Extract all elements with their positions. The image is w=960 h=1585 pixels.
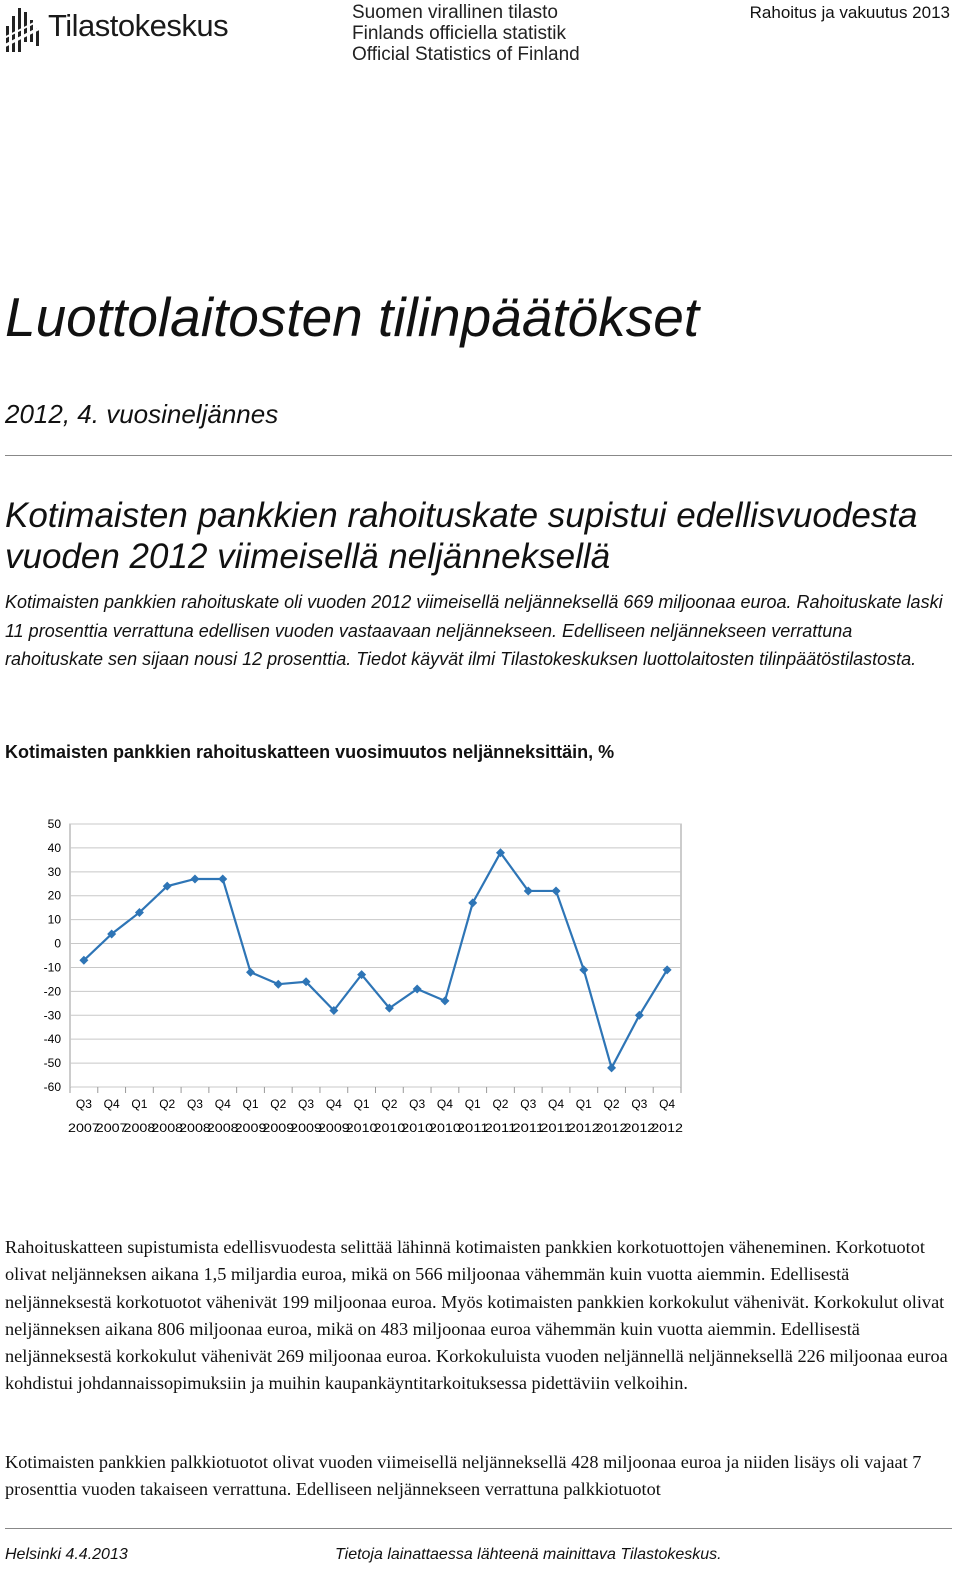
body-paragraph-1: Rahoituskatteen supistumista edellisvuodesta selittää lähinnä kotimaisten pankkien korkotuottojen väheneminen. Korkotuotot olivat neljänneksen aikana 1,5 miljardia euroa, mikä on 566 miljoonaa vähemmän kuin vuotta aiemmin. Edellisestä neljänneksestä korkotuotot vähenivät 199 miljoonaa euroa. Myös kotimaisten pankkien korkokulut vähenivät. Korkokulut olivat neljänneksen aikana 806 miljoonaa euroa, mikä on 483 miljoonaa euroa vähemmän kuin vuotta aiemmin. Edellisestä neljänneksestä korkokulut vähenivät 269 miljoonaa euroa. Korkokuluista vuoden neljännellä neljänneksellä 226 miljoonaa euroa kohdistui johdannaissopimuksiin ja muihin kaupankäyntitarkoituksessa pidettäviin velkoihin. <box>5 1237 948 1394</box>
y-tick-label: 0 <box>54 936 61 951</box>
official-line-fi: Suomen virallinen tilasto <box>352 2 558 23</box>
x-tick-label-quarter: Q2 <box>381 1097 398 1111</box>
official-statistics-label <box>352 2 580 65</box>
x-tick-label-quarter: Q3 <box>631 1097 648 1111</box>
x-tick-label-quarter: Q3 <box>409 1097 426 1111</box>
plot-area <box>70 824 681 1087</box>
x-tick-label-year: 2008 <box>151 1123 184 1135</box>
y-tick-label: -10 <box>43 960 61 975</box>
y-tick-label: -50 <box>43 1056 61 1071</box>
official-line-sv: Finlands officiella statistik <box>352 23 567 44</box>
footer-date: Helsinki 4.4.2013 <box>5 1546 128 1563</box>
page-title: Luottolaitosten tilinpäätökset <box>5 286 700 348</box>
x-tick-label-year: 2010 <box>429 1123 461 1135</box>
x-tick-label-quarter: Q3 <box>520 1097 537 1111</box>
x-tick-label-quarter: Q2 <box>603 1097 620 1111</box>
x-tick-label-year: 2009 <box>290 1123 322 1135</box>
x-tick-label-quarter: Q1 <box>131 1097 148 1111</box>
footer-divider <box>5 1528 952 1529</box>
x-tick-label-quarter: Q1 <box>575 1097 592 1111</box>
x-tick-label-year: 2010 <box>401 1123 434 1135</box>
y-tick-label: -20 <box>43 984 61 999</box>
x-tick-label-quarter: Q3 <box>75 1097 92 1111</box>
x-tick-label-quarter: Q4 <box>659 1097 676 1111</box>
x-tick-label-year: 2011 <box>484 1123 517 1135</box>
chart-title: Kotimaisten pankkien rahoituskatteen vuosimuutos neljänneksittäin, % <box>5 742 615 762</box>
x-tick-label-year: 2009 <box>234 1123 267 1135</box>
lead-paragraph: Kotimaisten pankkien rahoituskate oli vuoden 2012 viimeisellä neljänneksellä 669 miljoonaa euroa. Rahoituskate laski 11 prosenttia verrattuna edellisen vuoden vastaavaan neljännekseen. Edelliseen neljännekseen verrattuna rahoituskate sen sijaan nousi 12 prosenttia. Tiedot käyvät ilmi Tilastokeskuksen luottolaitosten tilinpäätöstilastosta. <box>5 592 943 669</box>
y-tick-label: -30 <box>43 1008 61 1023</box>
official-line-en: Official Statistics of Finland <box>352 44 580 65</box>
x-tick-label-year: 2009 <box>317 1123 350 1135</box>
logo-text: Tilastokeskus <box>48 8 229 43</box>
y-tick-label: 20 <box>47 888 61 903</box>
y-tick-label: 10 <box>47 912 61 927</box>
line-chart <box>30 812 690 1147</box>
tilastokeskus-logo-icon <box>4 2 44 56</box>
headline: Kotimaisten pankkien rahoituskate supistui edellisvuodesta vuoden 2012 viimeisellä neljänneksellä <box>5 496 918 576</box>
body-paragraph-2: Kotimaisten pankkien palkkiotuotot olivat vuoden viimeisellä neljänneksellä 428 miljoonaa euroa ja niiden lisäys oli vajaat 7 prosenttia vuoden takaiseen verrattuna. Edelliseen neljännekseen verrattuna palkkiotuotot <box>5 1452 922 1500</box>
x-tick-label-year: 2008 <box>123 1123 156 1135</box>
x-tick-label-year: 2008 <box>206 1123 239 1135</box>
y-tick-label: 50 <box>47 817 61 831</box>
x-tick-label-quarter: Q4 <box>436 1097 453 1111</box>
x-tick-label-quarter: Q2 <box>159 1097 176 1111</box>
x-tick-label-quarter: Q1 <box>464 1097 481 1111</box>
x-tick-label-quarter: Q4 <box>548 1097 565 1111</box>
x-tick-label-year: 2011 <box>456 1123 489 1135</box>
y-tick-label: 40 <box>47 840 61 855</box>
x-tick-label-quarter: Q2 <box>270 1097 287 1111</box>
tilastokeskus-logo <box>4 2 239 58</box>
x-tick-label-quarter: Q3 <box>298 1097 315 1111</box>
x-tick-label-year: 2012 <box>651 1123 683 1135</box>
x-tick-label-quarter: Q1 <box>353 1097 370 1111</box>
x-tick-label-year: 2010 <box>345 1123 378 1135</box>
x-tick-label-year: 2007 <box>95 1123 128 1135</box>
series-name: Rahoitus ja vakuutus 2013 <box>749 3 950 22</box>
x-tick-label-quarter: Q4 <box>214 1097 231 1111</box>
x-tick-label-year: 2009 <box>262 1123 295 1135</box>
x-tick-label-year: 2012 <box>623 1123 656 1135</box>
footer-source-note: Tietoja lainattaessa lähteenä mainittava Tilastokeskus. <box>335 1546 722 1563</box>
x-tick-label-quarter: Q3 <box>186 1097 203 1111</box>
y-tick-label: -60 <box>43 1080 61 1094</box>
x-tick-label-year: 2007 <box>68 1123 100 1135</box>
x-tick-label-quarter: Q4 <box>325 1097 342 1111</box>
period-label: 2012, 4. vuosineljännes <box>5 399 279 429</box>
x-tick-label-year: 2011 <box>512 1123 545 1135</box>
y-tick-label: -40 <box>43 1032 61 1047</box>
x-tick-label-quarter: Q4 <box>103 1097 120 1111</box>
x-tick-label-year: 2010 <box>373 1123 406 1135</box>
x-tick-label-quarter: Q1 <box>242 1097 259 1111</box>
x-tick-label-quarter: Q2 <box>492 1097 509 1111</box>
x-tick-label-year: 2012 <box>567 1123 600 1135</box>
title-divider <box>5 455 952 456</box>
x-tick-label-year: 2011 <box>540 1123 572 1135</box>
x-tick-label-year: 2008 <box>179 1123 211 1135</box>
x-tick-label-year: 2012 <box>595 1123 628 1135</box>
y-tick-label: 30 <box>47 864 61 879</box>
